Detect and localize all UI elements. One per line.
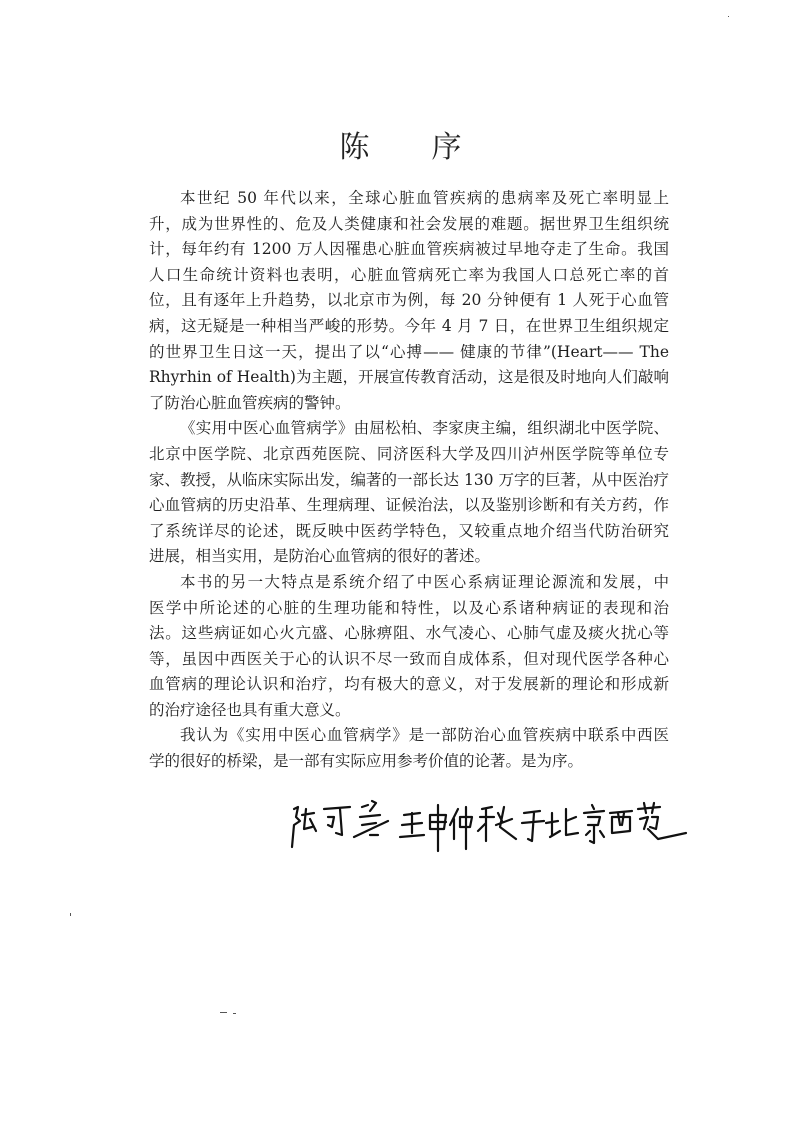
signature-strokes-icon <box>288 795 688 855</box>
text-line: 人口生命统计资料也表明，心脏血管病死亡率为我国人口总死亡率的首 <box>149 265 669 284</box>
page-title <box>0 122 801 166</box>
text-line: 本书的另一大特点是系统介绍了中医心系病证理论源流和发展，中 <box>180 572 669 591</box>
text-line: 计，每年约有 1200 万人因罹患心脏血管疾病被过早地夺走了生命。我国 <box>149 240 669 259</box>
text-line: 进展，相当实用，是防治心血管病的很好的著述。 <box>149 547 491 566</box>
text-line: 病，这无疑是一种相当严峻的形势。今年 4 月 7 日，在世界卫生组织规定 <box>149 316 669 335</box>
text-line: 血管病的理论认识和治疗，均有极大的意义，对于发展新的理论和形成新 <box>149 675 669 694</box>
text-line: 等，虽因中西医关于心的认识不尽一致而自成体系，但对现代医学各种心 <box>149 649 669 668</box>
handwritten-signature <box>288 795 688 855</box>
title-char-1: 陈 <box>339 130 370 165</box>
text-line: 我认为《实用中医心血管病学》是一部防治心血管疾病中联系中西医 <box>180 726 669 745</box>
scan-speck <box>233 1013 236 1014</box>
text-line: 医学中所论述的心脏的生理功能和特性，以及心系诸种病证的表现和治 <box>149 598 669 617</box>
text-line: 了系统详尽的论述，既反映中医药学特色，又较重点地介绍当代防治研究 <box>149 521 669 540</box>
text-line: 的世界卫生日这一天，提出了以“心搏—— 健康的节律”(Heart—— The <box>149 342 669 361</box>
title-char-2: 序 <box>431 130 462 165</box>
text-line: 心血管病的历史沿革、生理病理、证候治法，以及鉴别诊断和有关方药，作 <box>149 496 669 515</box>
text-line: 北京中医学院、北京西苑医院、同济医科大学及四川泸州医学院等单位专 <box>149 444 669 463</box>
text-line: 升，成为世界性的、危及人类健康和社会发展的难题。据世界卫生组织统 <box>149 214 669 233</box>
scan-speck <box>728 16 729 17</box>
text-line: 《实用中医心血管病学》由屈松柏、李家庚主编，组织湖北中医学院、 <box>180 419 669 438</box>
scan-speck <box>70 913 71 916</box>
text-line: 法。这些病证如心火亢盛、心脉痹阻、水气凌心、心肺气虚及痰火扰心等 <box>149 624 669 643</box>
text-line: 学的很好的桥梁，是一部有实际应用参考价值的论著。是为序。 <box>149 752 584 771</box>
text-line: 位，且有逐年上升趋势，以北京市为例，每 20 分钟便有 1 人死于心血管 <box>149 291 669 310</box>
preface-body <box>149 186 669 775</box>
text-line: 的治疗途径也具有重大意义。 <box>149 700 351 719</box>
text-line: 了防治心脏血管疾病的警钟。 <box>149 393 351 412</box>
text-line: 家、教授，从临床实际出发，编著的一部长达 130 万字的巨著，从中医治疗 <box>149 470 669 489</box>
text-line: Rhyrhin of Health)为主题，开展宣传教育活动，这是很及时地向人们敲响 <box>149 368 669 387</box>
text-line: 本世纪 50 年代以来，全球心脏血管疾病的患病率及死亡率明显上 <box>180 189 669 207</box>
scan-speck <box>220 1012 227 1013</box>
